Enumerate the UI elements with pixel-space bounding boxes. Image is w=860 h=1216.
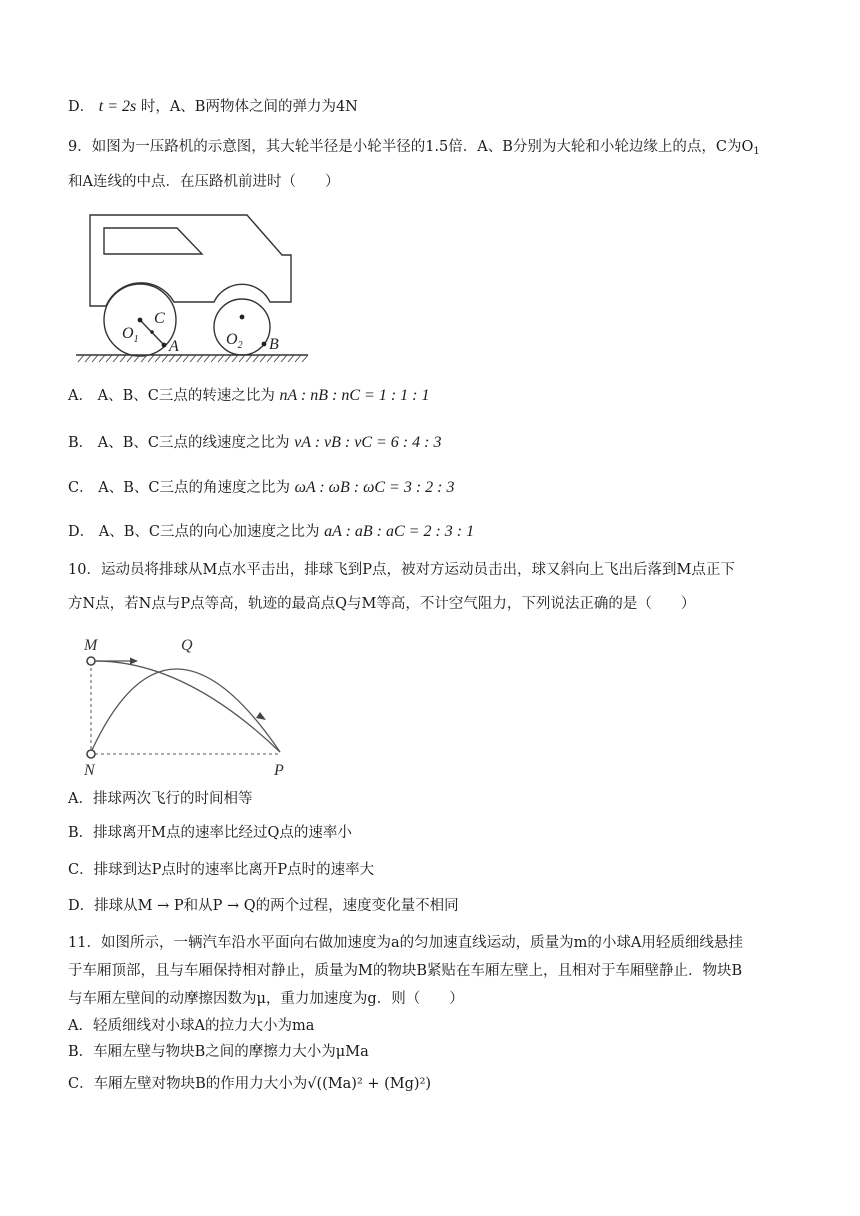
label-a: A: [169, 338, 179, 355]
q10-stem-line2: 方N点，若N点与P点等高，轨迹的最高点Q与M等高，不计空气阻力，下列说法正确的是（ ）: [68, 596, 696, 612]
point-m: [87, 657, 95, 665]
label-q: Q: [181, 637, 193, 654]
label-n: N: [84, 762, 95, 779]
option-text: 车厢左壁对物块B的作用力大小为√((Ma)² + (Mg)²): [93, 1076, 432, 1092]
option-label: C．: [68, 480, 94, 496]
option-label: D．: [68, 524, 95, 540]
q8-option-d: [68, 97, 358, 117]
option-text: 车厢左壁与物块B之间的摩擦力大小为μMa: [93, 1044, 369, 1060]
option-math: t = 2s: [98, 98, 137, 115]
option-text: A、B、C三点的线速度之比为: [97, 435, 290, 451]
option-label: B．: [68, 1044, 94, 1060]
option-formula: vA : vB : vC = 6 : 4 : 3: [294, 434, 442, 451]
q9-stem-text: 9．如图为一压路机的示意图，其大轮半径是小轮半径的1.5倍．A、B分别为大轮和小轮边缘上的点，C为O: [68, 139, 754, 155]
option-formula: aA : aB : aC = 2 : 3 : 1: [324, 523, 475, 540]
q9-option-c: [68, 478, 455, 498]
option-formula: nA : nB : nC = 1 : 1 : 1: [279, 387, 430, 404]
option-label: B．: [68, 825, 94, 841]
option-label: C．: [68, 1076, 94, 1092]
option-text: 排球两次飞行的时间相等: [92, 791, 253, 807]
option-label: D．: [68, 99, 95, 115]
q10-option-a: [68, 789, 252, 809]
q9-option-a: [68, 386, 429, 406]
road-roller-figure: [72, 210, 322, 370]
q10-option-b: [68, 823, 352, 843]
option-text: 排球到达P点时的速率比离开P点时的速率大: [93, 862, 375, 878]
option-label: D．: [68, 898, 95, 914]
option-label: A．: [68, 791, 93, 807]
label-c: C: [154, 310, 165, 327]
q11-stem-line3: 与车厢左壁间的动摩擦因数为μ，重力加速度为g．则（ ）: [68, 991, 464, 1007]
ground-hatch: [78, 355, 308, 362]
q11-stem-line2: 于车厢顶部，且与车厢保持相对静止，质量为M的物块B紧贴在车厢左壁上，且相对于车厢壁静止．物块B: [68, 963, 743, 979]
option-label: B．: [68, 435, 94, 451]
option-label: A．: [68, 388, 93, 404]
point-a: [162, 343, 167, 348]
path-m-to-p: [91, 661, 280, 752]
trajectory-figure: [78, 632, 298, 782]
point-c: [150, 330, 154, 334]
q10-option-d: [68, 896, 459, 916]
q9-stem-sub: 1: [753, 146, 760, 157]
option-formula: ωA : ωB : ωC = 3 : 2 : 3: [294, 479, 455, 496]
q9-stem-line1: [68, 137, 760, 162]
option-text: A、B、C三点的向心加速度之比为: [98, 524, 320, 540]
q9-option-b: [68, 433, 441, 453]
option-label: A．: [68, 1018, 93, 1034]
label-o2: $O_2$: [226, 331, 243, 351]
option-text: 时，A、B两物体之间的弹力为4N: [140, 99, 358, 115]
point-o1: [138, 318, 143, 323]
label-o1: $O_1$: [122, 325, 139, 345]
point-n: [87, 750, 95, 758]
option-text: A、B、C三点的角速度之比为: [98, 480, 290, 496]
point-o2: [240, 315, 245, 320]
option-label: C．: [68, 862, 94, 878]
roller-window: [104, 228, 202, 254]
option-text: 排球离开M点的速率比经过Q点的速率小: [93, 825, 352, 841]
q11-option-a: [68, 1016, 314, 1036]
option-text: A、B、C三点的转速之比为: [97, 388, 275, 404]
arrowhead: [256, 712, 266, 720]
q10-option-c: [68, 860, 374, 880]
label-p: P: [274, 762, 284, 779]
path-p-to-n: [92, 669, 280, 752]
option-text: 轻质细线对小球A的拉力大小为ma: [92, 1018, 315, 1034]
option-text: 排球从M → P和从P → Q的两个过程，速度变化量不相同: [94, 898, 459, 914]
q9-stem-line2: 和A连线的中点．在压路机前进时（ ）: [68, 174, 340, 190]
label-m: M: [84, 637, 98, 654]
q11-stem-line1: 11．如图所示，一辆汽车沿水平面向右做加速度为a的匀加速直线运动，质量为m的小球A用轻质细线悬挂: [68, 935, 743, 951]
q10-stem-line1: 10．运动员将排球从M点水平击出，排球飞到P点，被对方运动员击出，球又斜向上飞出后落到M点正下: [68, 562, 735, 578]
q11-option-b: [68, 1042, 369, 1062]
q11-option-c: [68, 1074, 431, 1094]
point-b: [262, 342, 267, 347]
label-b: B: [269, 336, 279, 353]
q9-option-d: [68, 522, 474, 542]
